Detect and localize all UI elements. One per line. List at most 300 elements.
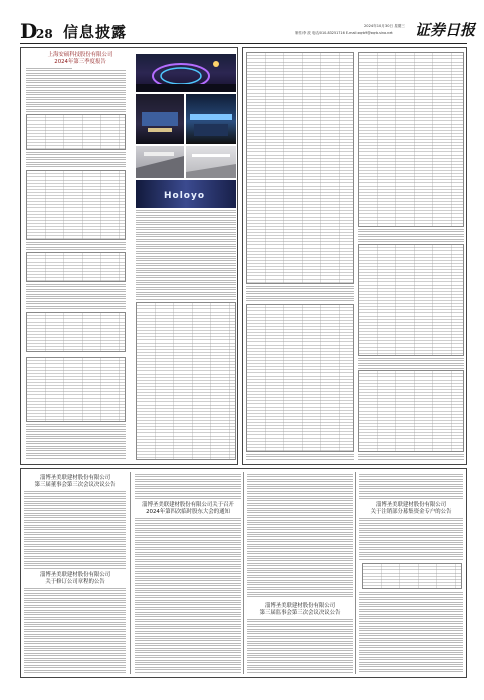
text-line	[135, 540, 241, 541]
text-line	[135, 609, 241, 610]
text-line	[135, 604, 241, 605]
text-line	[246, 298, 354, 299]
text-line	[26, 249, 126, 250]
text-line	[24, 553, 126, 554]
text-line	[26, 242, 126, 243]
data-table	[246, 52, 354, 284]
data-table	[26, 312, 126, 352]
text-line	[136, 244, 236, 245]
text-line	[359, 549, 463, 550]
text-line	[135, 657, 241, 658]
text-line	[26, 431, 126, 432]
text-line	[359, 654, 463, 655]
text-line	[247, 645, 353, 646]
text-line	[24, 619, 126, 620]
text-line	[135, 585, 241, 586]
text-line	[135, 597, 241, 598]
text-line	[359, 476, 463, 477]
text-line	[26, 298, 126, 299]
data-table	[26, 357, 126, 422]
text-line	[135, 535, 241, 536]
text-line	[24, 653, 126, 654]
text-line	[247, 493, 353, 494]
data-table	[358, 52, 464, 227]
text-line	[26, 111, 126, 112]
text-line	[26, 70, 126, 71]
text-line	[135, 578, 241, 579]
text-line	[247, 510, 353, 511]
text-line	[247, 534, 353, 535]
text-line	[359, 556, 463, 557]
text-line	[135, 640, 241, 641]
data-table	[136, 302, 236, 460]
text-line	[359, 614, 463, 615]
text-line	[24, 498, 126, 499]
text-line	[136, 253, 236, 254]
text-line	[247, 563, 353, 564]
text-line	[26, 308, 126, 309]
text-line	[359, 486, 463, 487]
text-line	[247, 596, 353, 597]
text-line	[247, 657, 353, 658]
text-line	[359, 592, 463, 593]
text-line	[26, 286, 126, 287]
text-line	[246, 300, 354, 301]
text-line	[135, 607, 241, 608]
text-line	[26, 152, 126, 153]
text-line	[247, 503, 353, 504]
text-line	[24, 648, 126, 649]
text-line	[24, 636, 126, 637]
text-line	[136, 265, 236, 266]
text-line	[24, 501, 126, 502]
text-line	[135, 580, 241, 581]
text-line	[26, 291, 126, 292]
photo-hall-left	[136, 146, 184, 178]
text-line	[247, 662, 353, 663]
text-line	[135, 633, 241, 634]
text-line	[136, 210, 236, 211]
text-line	[359, 498, 463, 499]
text-line	[247, 621, 353, 622]
page-letter: D	[20, 19, 38, 43]
text-line	[26, 458, 126, 459]
text-line	[24, 593, 126, 594]
text-line	[24, 624, 126, 625]
text-line	[359, 528, 463, 529]
text-line	[24, 537, 126, 538]
text-line	[135, 488, 241, 489]
text-line	[26, 157, 126, 158]
text-line	[135, 491, 241, 492]
text-line	[247, 577, 353, 578]
text-line	[26, 104, 126, 105]
text-line	[359, 647, 463, 648]
text-line	[135, 616, 241, 617]
text-line	[24, 634, 126, 635]
text-line	[135, 664, 241, 665]
text-line	[135, 624, 241, 625]
text-line	[247, 624, 353, 625]
text-line	[247, 572, 353, 573]
text-line	[26, 303, 126, 304]
text-line	[359, 474, 463, 475]
text-line	[359, 481, 463, 482]
text-line	[24, 607, 126, 608]
text-line	[24, 522, 126, 523]
text-line	[247, 474, 353, 475]
text-line	[24, 622, 126, 623]
text-line	[136, 289, 236, 290]
text-line	[359, 650, 463, 651]
text-line	[247, 575, 353, 576]
text-line	[247, 660, 353, 661]
page-number: 28	[36, 27, 53, 41]
photo-graphic	[186, 94, 236, 144]
text-line	[24, 638, 126, 639]
photo-graphic	[136, 54, 236, 92]
text-line	[26, 164, 126, 165]
text-line	[24, 605, 126, 606]
text-line	[24, 525, 126, 526]
text-line	[26, 159, 126, 160]
text-line	[359, 479, 463, 480]
text-line	[247, 589, 353, 590]
text-line	[135, 554, 241, 555]
text-line	[136, 217, 236, 218]
text-line	[247, 592, 353, 593]
data-table	[362, 563, 462, 589]
text-line	[26, 90, 126, 91]
text-line	[247, 541, 353, 542]
text-line	[136, 268, 236, 269]
article-title: 淄博圣美联建材股份有限公司	[375, 502, 447, 508]
text-line	[24, 556, 126, 557]
text-line	[247, 587, 353, 588]
text-line	[135, 486, 241, 487]
photo-holoyo-banner	[136, 180, 236, 208]
photo-stage-left	[136, 94, 184, 144]
text-line	[359, 542, 463, 543]
text-line	[26, 75, 126, 76]
text-line	[359, 652, 463, 653]
text-line	[135, 648, 241, 649]
text-line	[24, 544, 126, 545]
text-line	[135, 520, 241, 521]
text-line	[135, 549, 241, 550]
text-line	[359, 626, 463, 627]
text-line	[135, 588, 241, 589]
text-line	[247, 500, 353, 501]
text-line	[135, 496, 241, 497]
text-line	[247, 560, 353, 561]
text-line	[247, 638, 353, 639]
text-line	[247, 536, 353, 537]
text-line	[359, 638, 463, 639]
text-line	[247, 650, 353, 651]
text-line	[358, 231, 464, 232]
text-line	[24, 513, 126, 514]
text-line	[359, 642, 463, 643]
text-line	[24, 646, 126, 647]
text-line	[135, 619, 241, 620]
photo-graphic	[136, 146, 184, 178]
text-line	[24, 598, 126, 599]
text-line	[26, 438, 126, 439]
text-line	[135, 493, 241, 494]
text-line	[135, 660, 241, 661]
text-line	[359, 662, 463, 663]
text-line	[359, 554, 463, 555]
text-line	[247, 505, 353, 506]
text-line	[247, 551, 353, 552]
text-line	[359, 609, 463, 610]
text-line	[136, 294, 236, 295]
text-line	[135, 532, 241, 533]
text-line	[247, 517, 353, 518]
article-subtitle: 第三届监事会第三次会议决议公告	[259, 610, 341, 616]
text-line	[247, 546, 353, 547]
text-line	[26, 82, 126, 83]
text-line	[247, 524, 353, 525]
text-line	[247, 633, 353, 634]
text-line	[358, 459, 464, 460]
text-line	[135, 568, 241, 569]
text-line	[358, 363, 464, 364]
text-line	[24, 629, 126, 630]
text-line	[358, 236, 464, 237]
text-line	[359, 602, 463, 603]
date-line: 2024年10月30日 星期三	[364, 24, 405, 28]
text-line	[24, 520, 126, 521]
text-line	[136, 220, 236, 221]
text-line	[135, 602, 241, 603]
column-divider	[243, 472, 244, 674]
text-line	[136, 263, 236, 264]
text-line	[247, 496, 353, 497]
text-line	[247, 512, 353, 513]
text-line	[24, 655, 126, 656]
article-subtitle: 关于修订公司章程的公告	[45, 579, 105, 585]
text-line	[135, 590, 241, 591]
text-line	[359, 628, 463, 629]
text-line	[135, 655, 241, 656]
text-line	[359, 666, 463, 667]
text-line	[135, 638, 241, 639]
text-line	[359, 633, 463, 634]
text-line	[359, 630, 463, 631]
text-line	[247, 515, 353, 516]
data-table	[26, 114, 126, 150]
text-line	[247, 476, 353, 477]
text-line	[135, 643, 241, 644]
text-line	[247, 655, 353, 656]
text-line	[247, 626, 353, 627]
text-line	[135, 667, 241, 668]
text-line	[26, 73, 126, 74]
text-line	[247, 619, 353, 620]
text-line	[359, 659, 463, 660]
text-line	[136, 280, 236, 281]
text-line	[26, 94, 126, 95]
text-line	[358, 239, 464, 240]
text-line	[24, 602, 126, 603]
text-line	[135, 650, 241, 651]
text-line	[24, 563, 126, 564]
text-line	[359, 535, 463, 536]
text-line	[135, 518, 241, 519]
text-line	[359, 623, 463, 624]
text-line	[26, 436, 126, 437]
text-line	[247, 527, 353, 528]
text-line	[136, 232, 236, 233]
text-line	[247, 544, 353, 545]
text-line	[135, 626, 241, 627]
text-line	[26, 306, 126, 307]
text-line	[247, 565, 353, 566]
text-line	[26, 443, 126, 444]
data-table	[26, 252, 126, 282]
text-line	[24, 517, 126, 518]
text-line	[135, 576, 241, 577]
text-line	[24, 493, 126, 494]
article-title: 淄博圣美联建材股份有限公司	[39, 572, 111, 578]
text-line	[359, 484, 463, 485]
column-divider	[130, 472, 131, 674]
text-line	[359, 611, 463, 612]
text-line	[246, 296, 354, 297]
text-line	[136, 236, 236, 237]
text-line	[24, 600, 126, 601]
text-line	[136, 282, 236, 283]
text-line	[24, 534, 126, 535]
text-line	[26, 92, 126, 93]
paper-logo: 证券日报	[415, 21, 476, 39]
text-line	[26, 429, 126, 430]
text-line	[26, 244, 126, 245]
text-line	[26, 109, 126, 110]
text-line	[135, 474, 241, 475]
text-line	[247, 582, 353, 583]
text-line	[246, 459, 354, 460]
text-line	[24, 643, 126, 644]
text-line	[247, 508, 353, 509]
text-line	[247, 488, 353, 489]
article-title: 淄博圣美联建材股份有限公司	[39, 475, 111, 481]
article-subtitle: 2024年第四次临时股东大会的通知	[146, 509, 230, 515]
text-line	[247, 653, 353, 654]
text-line	[135, 476, 241, 477]
text-line	[247, 529, 353, 530]
text-line	[135, 566, 241, 567]
text-line	[246, 288, 354, 289]
text-line	[24, 532, 126, 533]
editor-line: 制作/李 波 电话/010-83251716 E-mail:zqrb9@zqrb.sina.net	[295, 31, 393, 35]
text-line	[359, 599, 463, 600]
text-line	[247, 553, 353, 554]
text-line	[135, 621, 241, 622]
text-line	[135, 564, 241, 565]
text-line	[24, 667, 126, 668]
text-line	[135, 614, 241, 615]
text-line	[24, 614, 126, 615]
text-line	[136, 256, 236, 257]
text-line	[359, 525, 463, 526]
text-line	[247, 558, 353, 559]
text-line	[26, 441, 126, 442]
text-line	[26, 102, 126, 103]
text-line	[136, 275, 236, 276]
section-title: 信息披露	[63, 23, 128, 41]
text-line	[24, 641, 126, 642]
text-line	[26, 294, 126, 295]
text-line	[135, 571, 241, 572]
masthead-rule	[20, 43, 467, 44]
text-line	[135, 523, 241, 524]
text-line	[359, 537, 463, 538]
text-line	[24, 551, 126, 552]
text-line	[358, 365, 464, 366]
text-line	[359, 597, 463, 598]
text-line	[24, 672, 126, 673]
text-line	[358, 229, 464, 230]
photo-night-arena	[136, 54, 236, 92]
text-line	[247, 570, 353, 571]
text-line	[135, 592, 241, 593]
text-line	[24, 527, 126, 528]
text-line	[135, 479, 241, 480]
text-line	[246, 286, 354, 287]
text-line	[247, 548, 353, 549]
text-line	[136, 299, 236, 300]
text-line	[359, 530, 463, 531]
text-line	[247, 665, 353, 666]
text-line	[246, 454, 354, 455]
text-line	[135, 547, 241, 548]
text-line	[24, 539, 126, 540]
text-line	[359, 493, 463, 494]
text-line	[135, 628, 241, 629]
text-line	[136, 224, 236, 225]
text-line	[359, 640, 463, 641]
text-line	[26, 424, 126, 425]
text-line	[26, 154, 126, 155]
text-line	[24, 541, 126, 542]
text-line	[136, 292, 236, 293]
text-line	[247, 584, 353, 585]
text-line	[24, 590, 126, 591]
text-line	[24, 491, 126, 492]
text-line	[135, 552, 241, 553]
text-line	[24, 658, 126, 659]
text-line	[359, 544, 463, 545]
text-line	[135, 612, 241, 613]
text-line	[247, 556, 353, 557]
text-line	[136, 258, 236, 259]
text-line	[135, 561, 241, 562]
text-line	[135, 559, 241, 560]
text-line	[26, 106, 126, 107]
text-line	[135, 600, 241, 601]
masthead	[20, 19, 476, 43]
text-line	[247, 631, 353, 632]
text-line	[24, 650, 126, 651]
text-line	[24, 565, 126, 566]
text-line	[247, 479, 353, 480]
text-line	[24, 588, 126, 589]
text-line	[136, 272, 236, 273]
text-line	[358, 234, 464, 235]
